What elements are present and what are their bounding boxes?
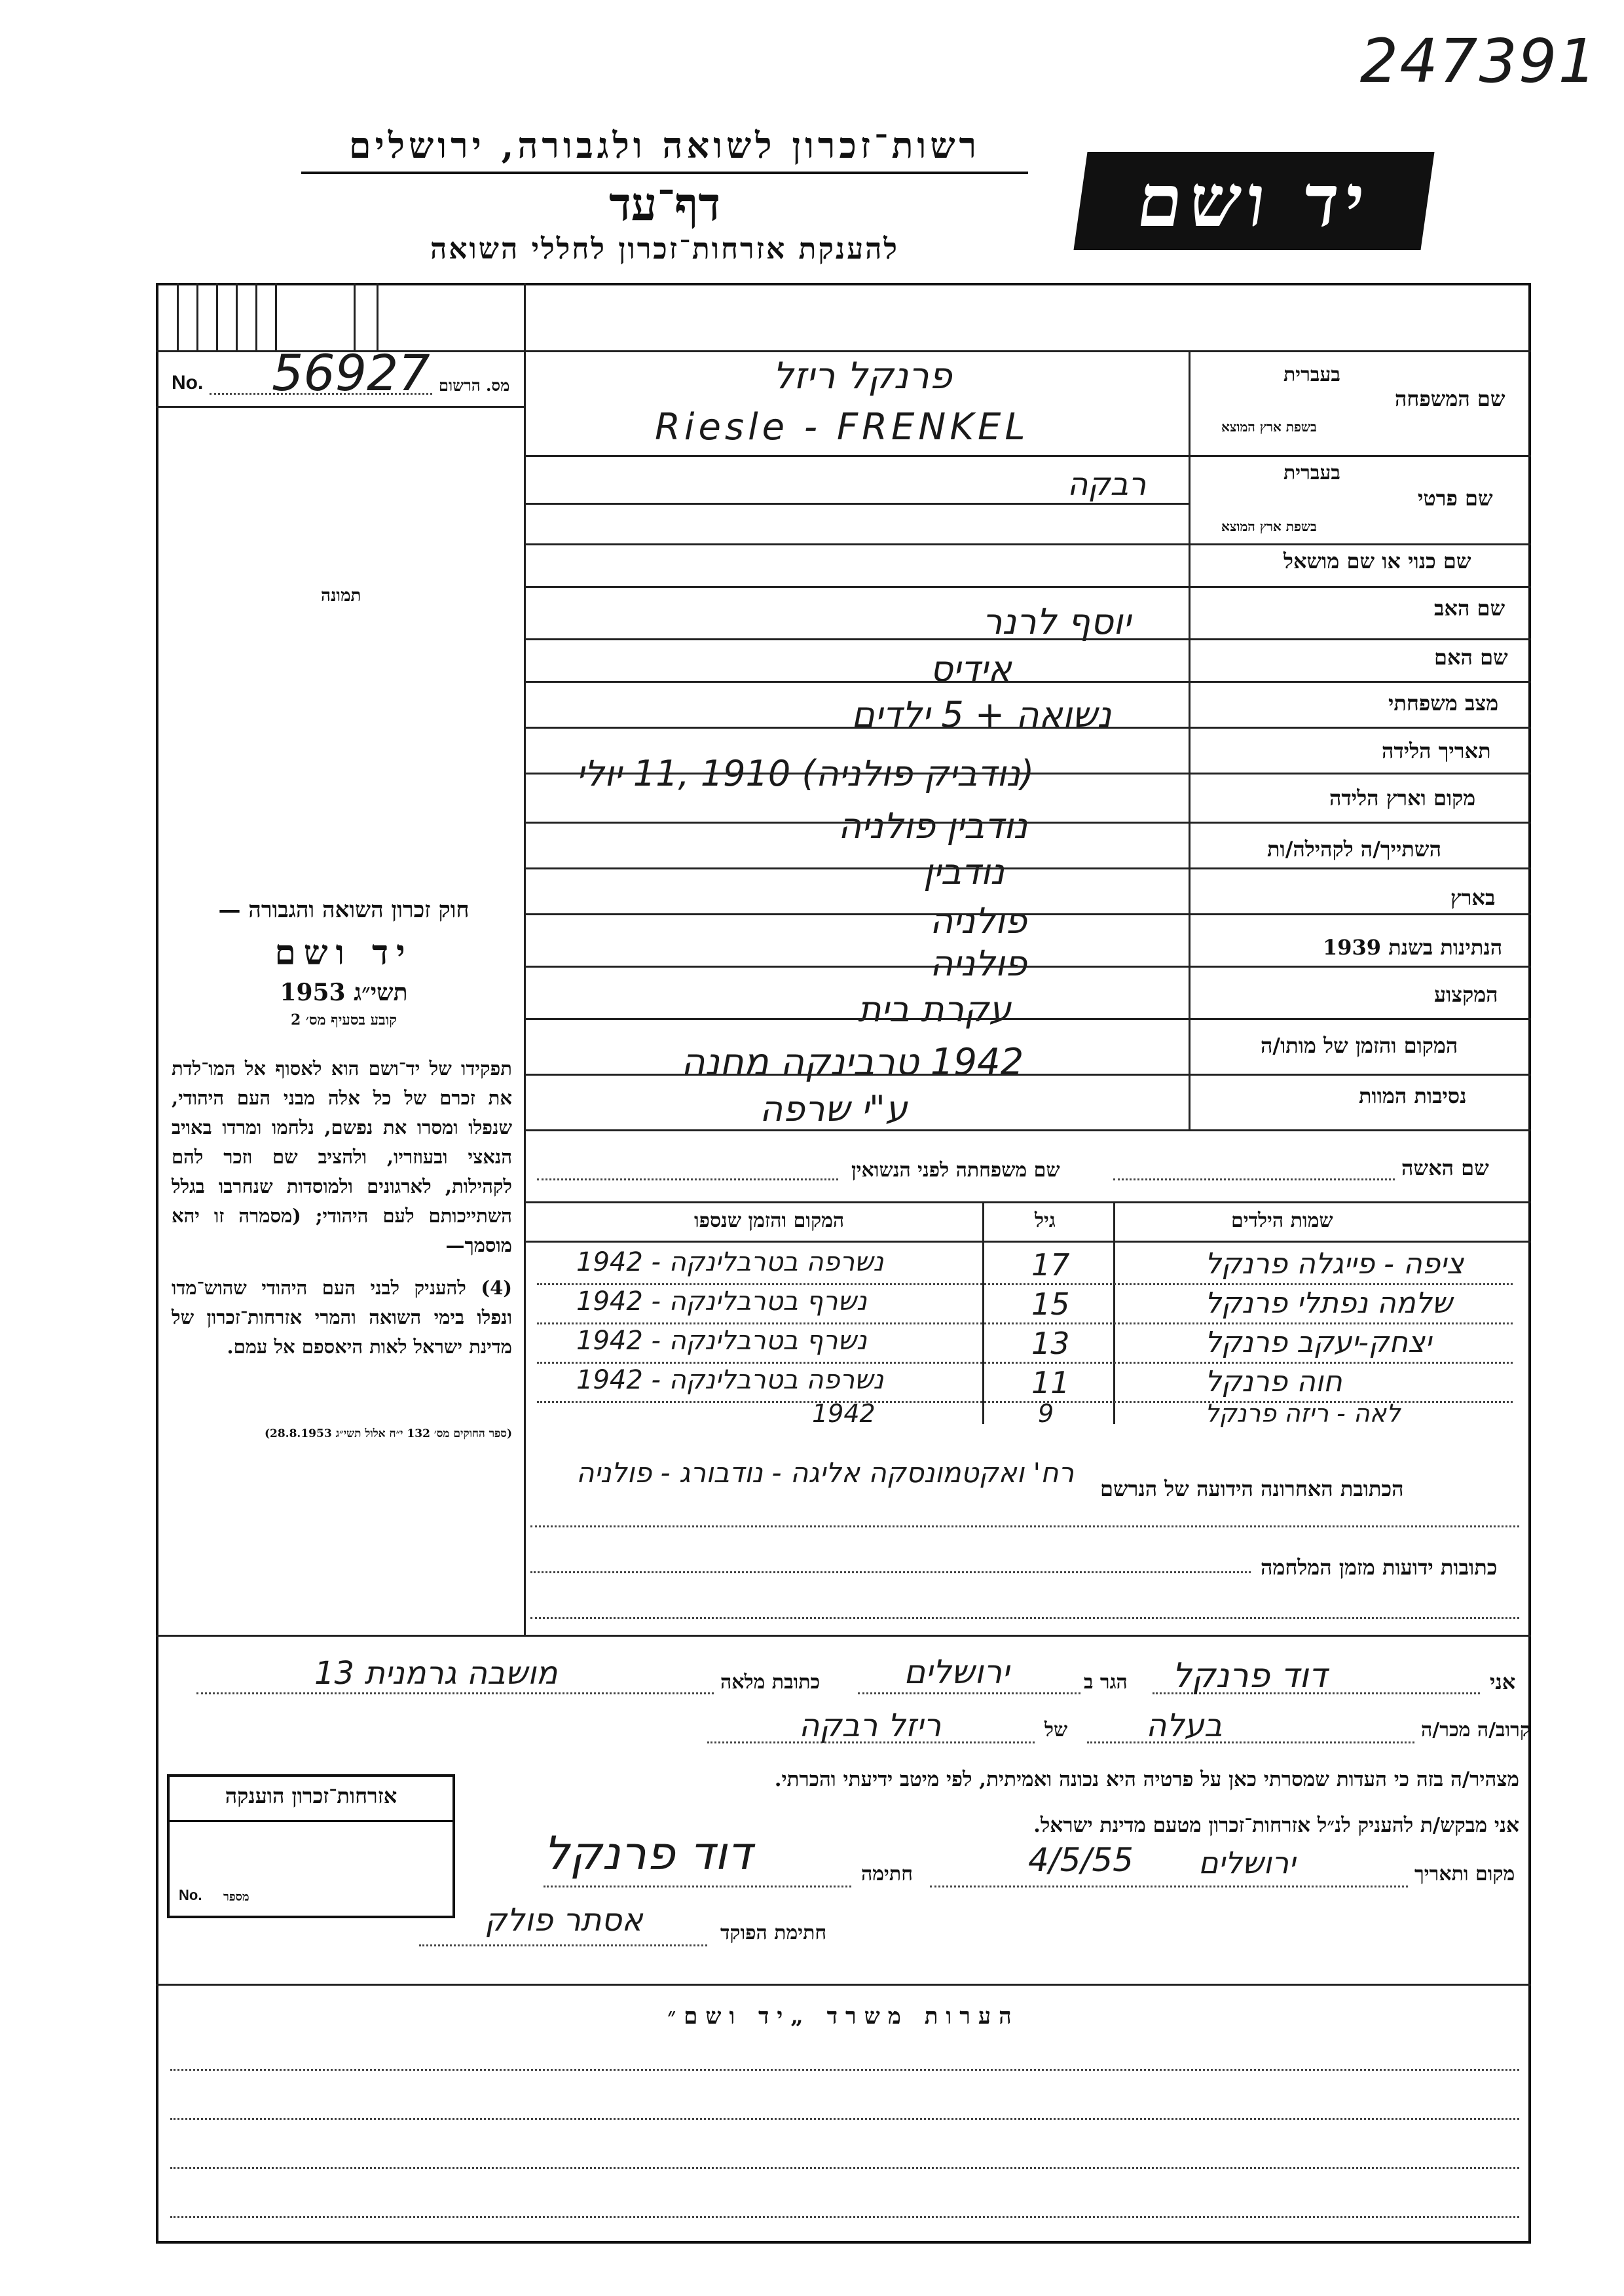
origin-lang-label: בשפת ארץ המוצא [1221, 419, 1317, 435]
registration-no-label-he: מס. הרשום [439, 376, 510, 395]
country-label: בארץ [1450, 885, 1496, 910]
community-label: השתייך/ה לקהילה/ות [1267, 837, 1441, 862]
declarant-city: ירושלים [904, 1653, 1010, 1691]
full-address-label: כתובת מלאה [720, 1671, 821, 1694]
form-subtitle: להענקת אזרחות־זכרון לחללי השואה [430, 232, 899, 266]
declaration-place: ירושלים [1198, 1845, 1296, 1880]
children-place-header: המקום והזמן שנספו [694, 1209, 845, 1232]
marital-label: מצב משפחתי [1388, 691, 1499, 716]
law-name: יד ושם [274, 933, 413, 973]
wartime-addresses-label: כתובות ידועות מזמן המלחמה [1261, 1555, 1498, 1580]
children-age-header: גיל [1035, 1209, 1056, 1232]
children-table [524, 1201, 1531, 1428]
father-label: שם האב [1434, 596, 1505, 621]
registration-no-label: No. [172, 372, 204, 393]
signature-label: חתימה [861, 1863, 913, 1886]
first-name-origin-label: בשפת ארץ המוצא [1221, 519, 1317, 534]
form-title: דף־עד [608, 177, 720, 231]
father-value: יוסף לרנר [982, 601, 1131, 642]
declarant-name: דוד פרנקל [1172, 1656, 1327, 1696]
declaration-date: 4/5/55 [1028, 1841, 1134, 1879]
citizenship-1939-label: הנתינות בשנת 1939 [1323, 935, 1503, 960]
child-age: 15 [1031, 1286, 1070, 1322]
citizenship-box-title: אזרחות־זכרון הוענקה [225, 1783, 397, 1808]
death-place-value: 1942 טרבינקה מחנה [681, 1041, 1024, 1084]
child-age: 9 [1038, 1399, 1054, 1428]
official-signature-label: חתימת הפוקד [720, 1922, 827, 1944]
law-year: תשי״ג 1953 [280, 979, 408, 1006]
birth-place-label: מקום וארץ הלידה [1329, 786, 1476, 811]
citizenship-box-number-label: מספר [223, 1890, 249, 1904]
child-name: חוה פרנקל [1205, 1365, 1342, 1398]
birth-date-label: תאריך הלידה [1382, 738, 1491, 763]
birth-date-value: (נודביק פולניה) 1910 ,11 יולי [576, 753, 1035, 794]
declarant-signature: דוד פרנקל [544, 1827, 752, 1880]
first-name-hebrew-label: בעברית [1283, 462, 1340, 484]
office-notes-title: הערות משרד „יד ושם״ [667, 2003, 1020, 2030]
death-circumstances-value: ע"י שרפה [760, 1088, 908, 1129]
child-name: יצחק-יעקב פרנקל [1205, 1326, 1431, 1359]
law-body: תפקידו של יד־ושם הוא לאסוף אל המו־לדת את זכרם של כל אלה מבני העם היהודי, שנפלו ומסרו את נפשם, נלחמו ומרדו באויב הנאצי ובעוזריו, ולהציב שם וזכר להם לקהילות, לארגונים ולמוסדות שנחרבו בגלל השתייכותם לעם היהודי; (מסמרה זו יהא מוסמך— [172, 1057, 512, 1256]
child-name: שלמה נפתלי פרנקל [1205, 1286, 1452, 1320]
declarant-relation: בעלה [1146, 1707, 1223, 1744]
relation-label: קרוב/ה מכר/ה [1421, 1719, 1530, 1741]
logo-text: יד ושם [1132, 158, 1376, 243]
child-name: לאה - ריזה פרנקל [1205, 1399, 1401, 1428]
declarant-address: מושבה גרמנית 13 [314, 1655, 558, 1692]
residing-label: הגר ב [1084, 1671, 1128, 1694]
wife-label: שם האשה [1401, 1156, 1489, 1180]
relation-of-name: ריזל רבקה [799, 1707, 942, 1744]
first-name-hebrew: רבקה [1067, 466, 1147, 503]
first-name-label: שם פרטי [1418, 486, 1493, 511]
mother-label: שם האם [1434, 645, 1508, 670]
child-age: 17 [1031, 1247, 1070, 1283]
family-name-label: שם המשפחה [1395, 386, 1505, 411]
declarant-i-label: אני [1490, 1669, 1516, 1694]
family-name-origin: Riesle - FRENKEL [655, 406, 1029, 448]
law-heading: חוק זכרון השואה והגבורה — [218, 897, 470, 923]
birth-place-value: נודבין פולניה [838, 805, 1028, 847]
law-clause4: (4) להעניק לבני העם היהודי שהוש־מדו ונפלו בימי השואה והמרי אזרחות־זכרון של מדינת ישראל לאות היאספם אל עמם. [172, 1277, 512, 1358]
death-place-label: המקום והזמן של מותו/ה [1261, 1033, 1458, 1058]
child-place: נשרף בטרבלינקה - 1942 [576, 1286, 867, 1317]
community-value: נודבין [923, 851, 1005, 892]
last-address-label: הכתובת האחרונה הידועה של הנרשם [1100, 1476, 1404, 1501]
law-section: קובע בסעיף מס׳ 2 [290, 1011, 397, 1029]
yad-vashem-logo [1073, 152, 1434, 250]
country-value: פולניה [930, 900, 1027, 941]
marital-value: נשואה + 5 ילדים [851, 694, 1112, 735]
archive-number: 247391 [1359, 26, 1598, 96]
child-place: נשרפה בטרבלינקה - 1942 [576, 1247, 884, 1277]
in-hebrew-label: בעברית [1283, 363, 1340, 386]
authority-title: רשות־זכרון לשואה ולגבורה, ירושלים [348, 124, 981, 166]
of-label: של [1044, 1719, 1068, 1741]
profession-label: המקצוע [1434, 982, 1498, 1007]
nickname-label: שם כנוי או שם מושאל [1283, 549, 1471, 574]
law-citation: (ספר החוקים מס׳ 132 י״ח אלול תשי״ג 28.8.1953) [264, 1427, 512, 1440]
official-signature: אסתר פולק [485, 1902, 643, 1939]
death-circumstances-label: נסיבות המוות [1359, 1084, 1467, 1108]
last-address-value: רח' ואקטמונסקה אליגה - נודבורג - פולניה [576, 1457, 1075, 1489]
child-age: 11 [1031, 1365, 1070, 1400]
child-place: נשרף בטרבלינקה - 1942 [576, 1326, 867, 1356]
citizenship-granted-box [167, 1774, 455, 1918]
photo-label: תמונה [321, 586, 361, 606]
place-date-label: מקום ותאריך [1414, 1863, 1515, 1886]
profession-value: עקרת בית [858, 989, 1012, 1030]
maiden-name-label: שם משפחתה לפני הנשואין [851, 1159, 1060, 1182]
authority-underline [301, 172, 1028, 174]
request-text: אני מבקש/ת להעניק לנ״ל אזרחות־זכרון מטעם מדינת ישראל. [1033, 1813, 1519, 1837]
family-name-hebrew: פרנקל ריזל [773, 355, 952, 397]
declaration-text: מצהיר/ה בזה כי העדות שמסרתי כאן על פרטיה היא נכונה ואמיתית, לפי מיטב ידיעתי והכרתי. [774, 1768, 1519, 1791]
citizenship-box-no-label: No. [179, 1887, 202, 1903]
registration-number: 56927 [272, 344, 430, 402]
child-name: ציפה - פייגלה פרנקל [1205, 1247, 1464, 1281]
child-place: 1942 [812, 1399, 876, 1428]
citizenship-1939-value: פולניה [930, 943, 1027, 984]
child-place: נשרפה בטרבלינקה - 1942 [576, 1365, 884, 1395]
mother-value: אידיס [930, 648, 1012, 689]
children-names-header: שמות הילדים [1231, 1209, 1333, 1232]
child-age: 13 [1031, 1326, 1070, 1361]
